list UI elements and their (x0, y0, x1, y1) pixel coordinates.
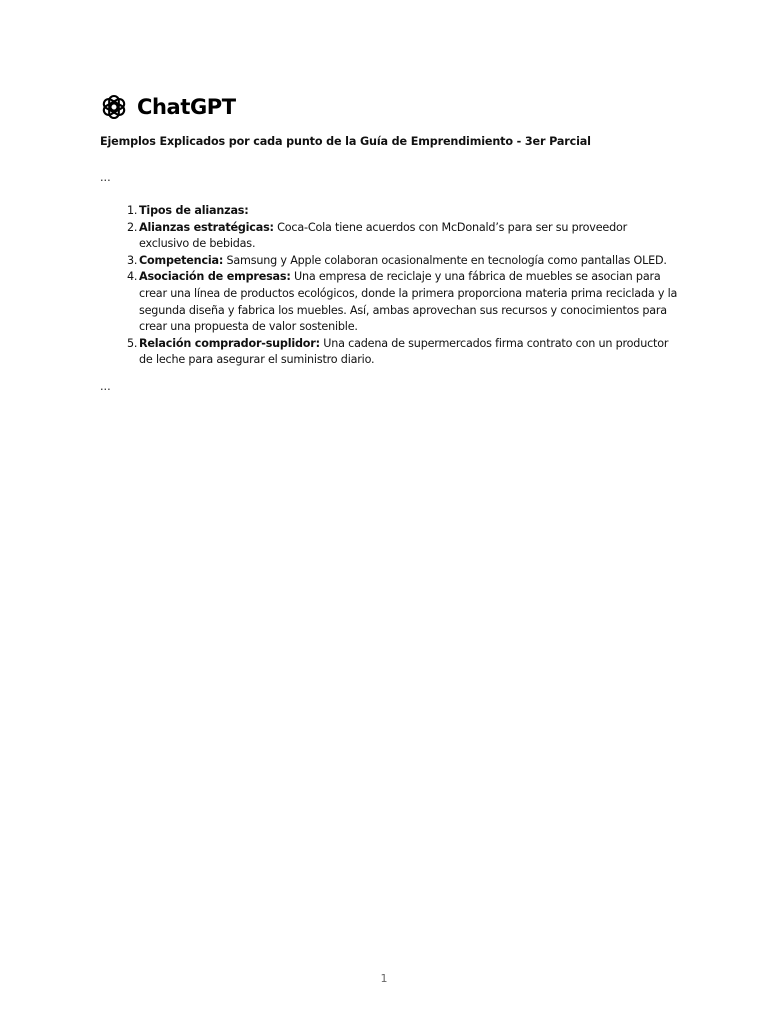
openai-logo-icon (100, 93, 128, 121)
list-item-label: Competencia: (139, 253, 224, 267)
list-item-text: Coca-Cola tiene acuerdos con McDonald’s para ser su proveedor exclusivo de bebidas. (139, 220, 628, 251)
list-item-number: 1. (127, 204, 138, 217)
list-item-text: Una cadena de supermercados firma contrato con un productor de leche para asegurar el suministro diario. (139, 336, 669, 367)
list-item-label: Alianzas estratégicas: (139, 220, 274, 234)
list-item-number: 2. (127, 220, 138, 234)
page-number: 1 (380, 972, 388, 985)
list-item (100, 203, 680, 220)
ellipsis-top: ... (100, 171, 111, 184)
list-item-label: Relación comprador-suplidor: (139, 336, 320, 350)
ellipsis-bottom: ... (100, 380, 111, 393)
list-item-text: Samsung y Apple colaboran ocasionalmente en tecnología como pantallas OLED. (223, 253, 667, 267)
list-item (100, 336, 680, 369)
document-title: Ejemplos Explicados por cada punto de la Guía de Emprendimiento - 3er Parcial (100, 135, 591, 148)
brand-header (100, 93, 236, 121)
list-item-text: Una empresa de reciclaje y una fábrica de muebles se asocian para crear una línea de productos ecológicos, donde la primera proporciona materia prima reciclada y la segunda diseña y fabrica los muebles. Así, ambas aprovechan sus recursos y conocimientos para crear una propuesta de valor sostenible. (139, 270, 678, 334)
list-item-label: Asociación de empresas: (139, 270, 291, 284)
list-item-label: Tipos de alianzas: (139, 204, 249, 217)
list-item-number: 3. (127, 253, 138, 267)
list-item (100, 220, 680, 253)
list-item-number: 5. (127, 336, 138, 350)
list-item (100, 269, 680, 335)
numbered-list (100, 203, 680, 369)
list-item-number: 4. (127, 270, 138, 284)
brand-name: ChatGPT (137, 95, 236, 119)
list-item (100, 253, 680, 270)
